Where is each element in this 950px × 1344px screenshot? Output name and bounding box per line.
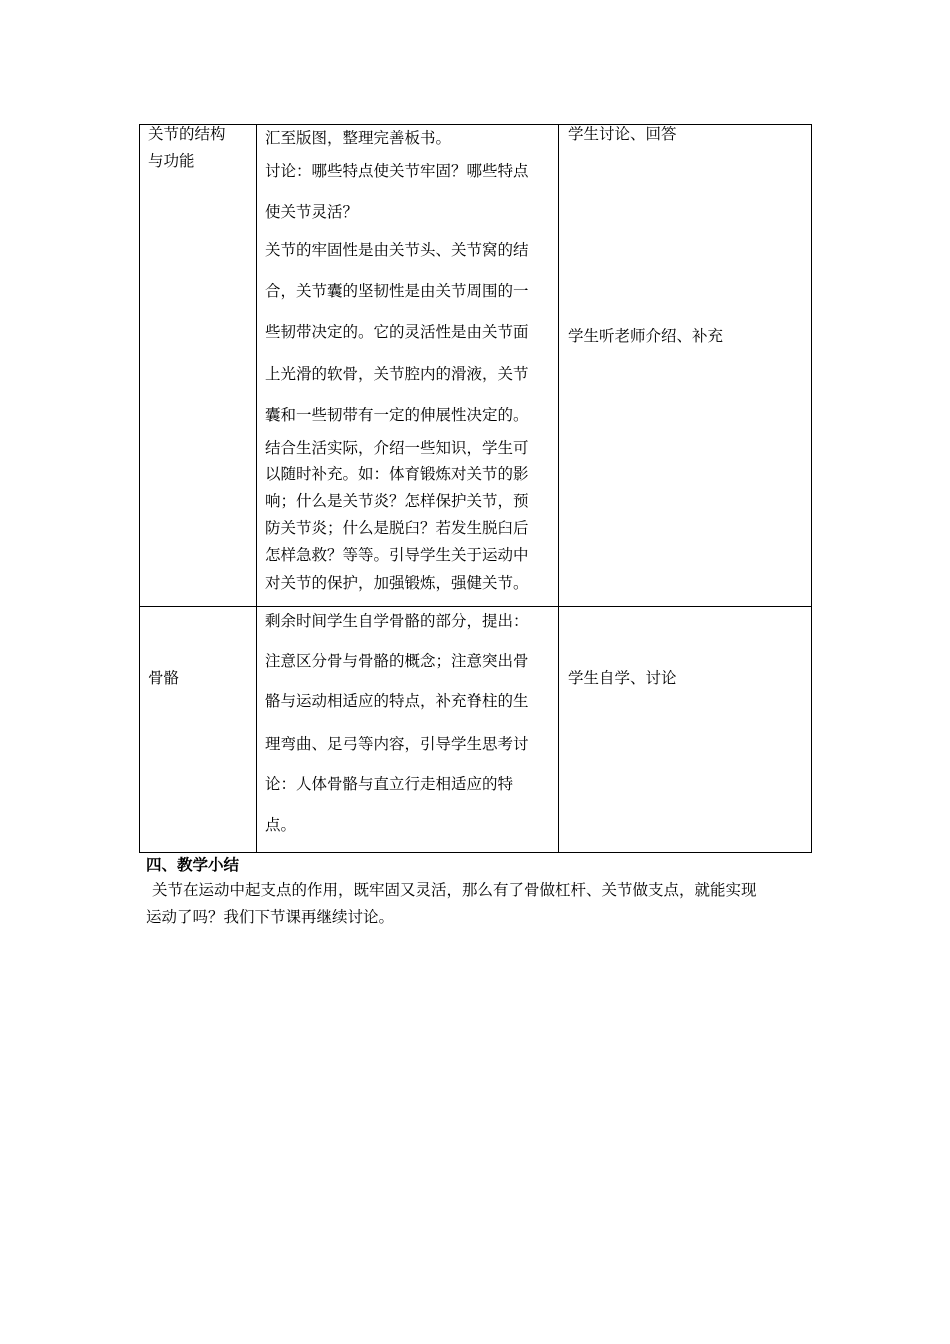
topic-cell-line: 关节的结构 (148, 125, 226, 143)
summary-paragraph-line: 运动了吗？我们下节课再继续讨论。 (146, 908, 395, 926)
content-cell-line: 使关节灵活？ (265, 203, 359, 221)
table-column-divider-2 (558, 124, 559, 853)
content-cell-line: 合，关节囊的坚韧性是由关节周围的一 (265, 282, 529, 300)
table-row-divider (139, 606, 812, 607)
content-cell-line: 注意区分骨与骨骼的概念；注意突出骨 (265, 652, 529, 670)
activity-cell-line: 学生自学、讨论 (568, 669, 677, 687)
table-border-top (139, 124, 812, 125)
content-cell-line: 对关节的保护，加强锻炼，强健关节。 (265, 574, 529, 592)
activity-cell-line: 学生讨论、回答 (568, 125, 677, 143)
content-cell-line: 些韧带决定的。它的灵活性是由关节面 (265, 323, 529, 341)
topic-cell-line: 骨骼 (148, 669, 180, 687)
content-cell-line: 讨论：哪些特点使关节牢固？哪些特点 (265, 162, 529, 180)
table-border-bottom (139, 852, 812, 853)
content-cell-line: 点。 (265, 816, 297, 834)
content-cell-line: 汇至版图，整理完善板书。 (265, 129, 452, 147)
content-cell-line: 理弯曲、足弓等内容，引导学生思考讨 (265, 735, 529, 753)
content-cell-line: 结合生活实际，介绍一些知识，学生可 (265, 439, 529, 457)
table-border-left (139, 124, 140, 853)
table-border-right (811, 124, 812, 853)
content-cell-line: 上光滑的软骨，关节腔内的滑液，关节 (265, 365, 529, 383)
content-cell-line: 怎样急救？等等。引导学生关于运动中 (265, 546, 529, 564)
content-cell-line: 论：人体骨骼与直立行走相适应的特 (265, 775, 514, 793)
content-cell-line: 关节的牢固性是由关节头、关节窝的结 (265, 241, 529, 259)
table-column-divider-1 (256, 124, 257, 853)
content-cell-line: 囊和一些韧带有一定的伸展性决定的。 (265, 406, 529, 424)
content-cell-line: 骼与运动相适应的特点，补充脊柱的生 (265, 692, 529, 710)
summary-paragraph-line: 关节在运动中起支点的作用，既牢固又灵活，那么有了骨做杠杆、关节做支点，就能实现 (152, 881, 757, 899)
content-cell-line: 剩余时间学生自学骨骼的部分，提出： (265, 612, 529, 630)
activity-cell-line: 学生听老师介绍、补充 (568, 327, 724, 345)
content-cell-line: 防关节炎；什么是脱臼？若发生脱臼后 (265, 519, 529, 537)
content-cell-line: 响；什么是关节炎？怎样保护关节，预 (265, 492, 529, 510)
section-heading: 四、教学小结 (146, 855, 240, 874)
topic-cell-line: 与功能 (148, 152, 195, 170)
content-cell-line: 以随时补充。如：体育锻炼对关节的影 (265, 465, 529, 483)
